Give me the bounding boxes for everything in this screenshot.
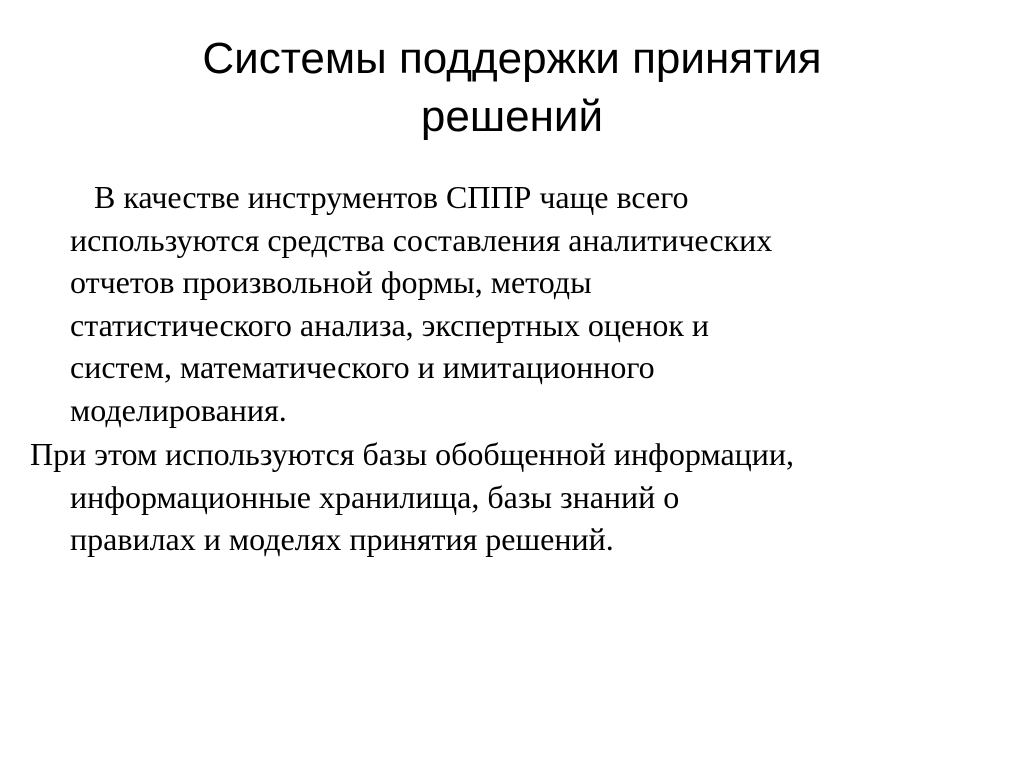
- paragraph-tools: [30, 176, 990, 431]
- paragraph-line: В качестве инструментов СППР чаще всего: [94, 179, 689, 215]
- paragraph-line: используются средства составления аналитических: [70, 221, 773, 258]
- slide-title-line: решений: [420, 92, 604, 141]
- paragraph-line: систем, математического и имитационного: [70, 349, 655, 385]
- paragraph-line: моделирования.: [70, 391, 287, 428]
- paragraph-line: При этом используются базы обобщенной информации,: [30, 436, 795, 472]
- paragraph-line: статистического анализа, экспертных оценок и: [70, 306, 709, 343]
- paragraph-databases: [30, 433, 990, 561]
- paragraph-line: информационные хранилища, базы знаний о: [70, 478, 680, 515]
- slide-body: [30, 176, 990, 561]
- paragraph-line: отчетов произвольной формы, методы: [70, 264, 592, 300]
- slide-title: [60, 30, 964, 146]
- slide-title-line: Системы поддержки принятия: [202, 34, 822, 83]
- paragraph-line: правилах и моделях принятия решений.: [70, 521, 614, 557]
